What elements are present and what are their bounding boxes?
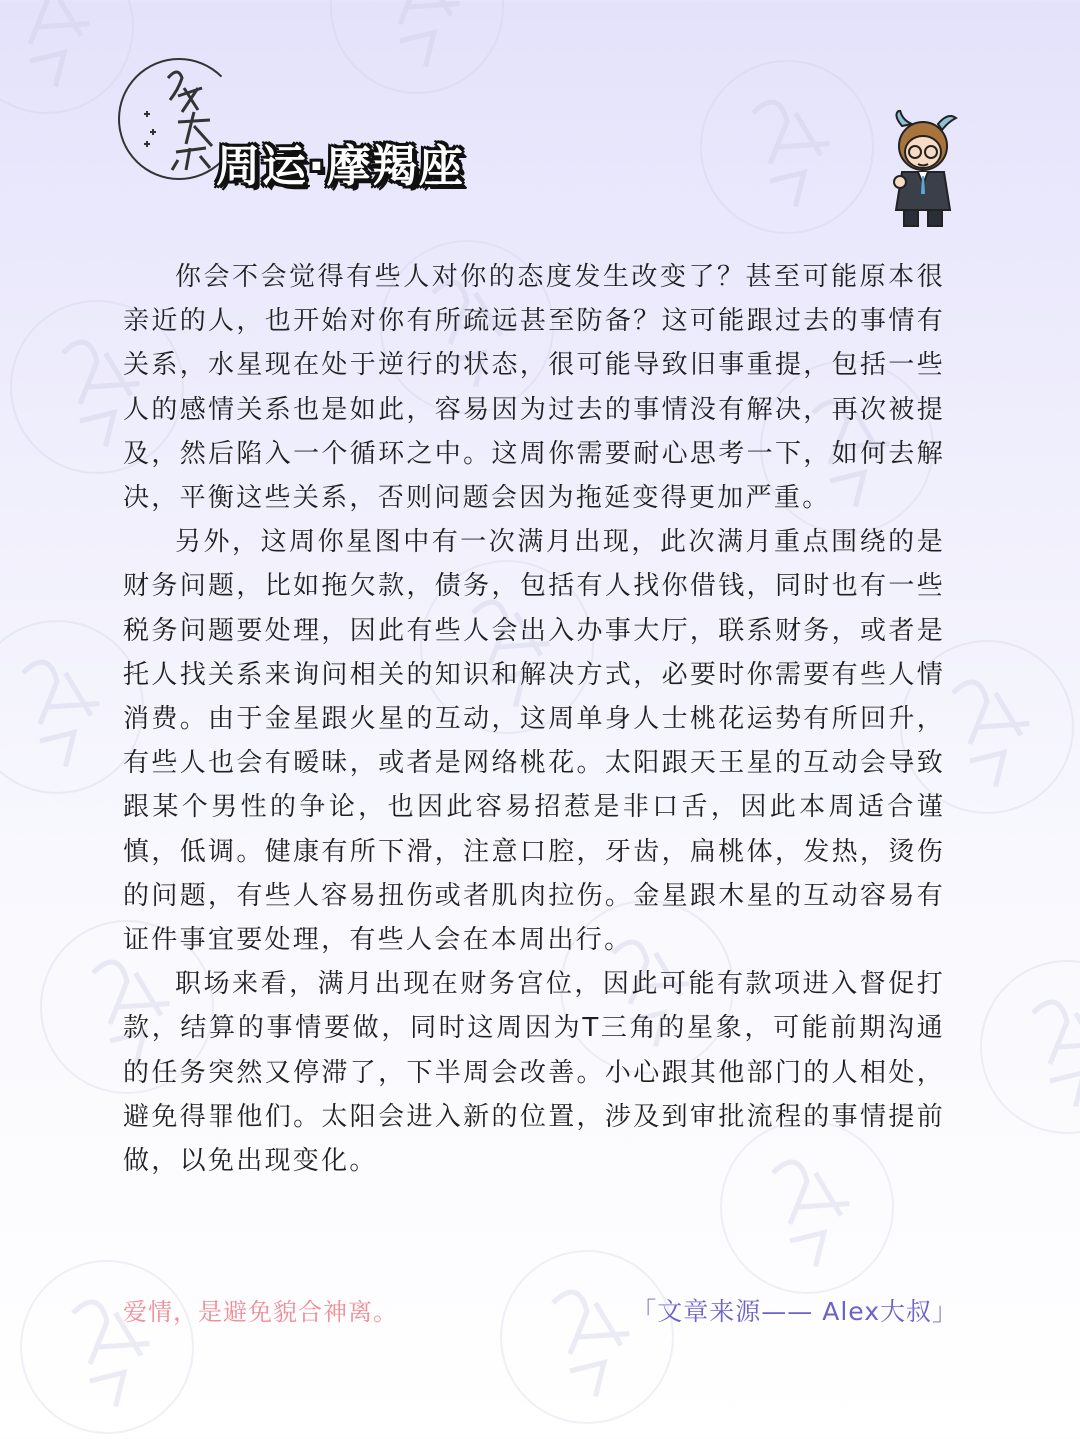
source-credit: 「文章来源—— Alex大叔」 (631, 1297, 958, 1326)
capricorn-mascot-icon (878, 110, 968, 230)
page-title: 周运·摩羯座 (216, 141, 465, 192)
signature-watermark-icon (20, 1260, 194, 1434)
article-body (123, 255, 945, 1183)
signature-watermark-icon (500, 1250, 674, 1424)
signature-watermark-icon (0, 0, 134, 114)
article-paragraph: 另外，这周你星图中有一次满月出现，此次满月重点围绕的是财务问题，比如拖欠款，债务，包括有人找你借钱，同时也有一些税务问题要处理，因此有些人会出入办事大厅，联系财务，或者是托人找关系来询问相关的知识和解决方式，必要时你需要有些人情消费。由于金星跟火星的互动，这周单身人士桃花运势有所回升，有些人也会有暧昧，或者是网络桃花。太阳跟天王星的互动会导致跟某个男性的争论，也因此容易招惹是非口舌，因此本周适合谨慎，低调。健康有所下滑，注意口腔，牙齿，扁桃体，发热，烫伤的问题，有些人容易扭伤或者肌肉拉伤。金星跟木星的互动容易有证件事宜要处理，有些人会在本周出行。 (123, 527, 945, 956)
article-paragraph: 你会不会觉得有些人对你的态度发生改变了？甚至可能原本很亲近的人，也开始对你有所疏远甚至防备？这可能跟过去的事情有关系，水星现在处于逆行的状态，很可能导致旧事重提，包括一些人的感情关系也是如此，容易因为过去的事情没有解决，再次被提及，然后陷入一个循环之中。这周你需要耐心思考一下，如何去解决，平衡这些关系，否则问题会因为拖延变得更加严重。 (123, 262, 945, 514)
page-header (118, 58, 958, 238)
tagline: 爱情，是避免貌合神离。 (123, 1298, 398, 1326)
article-paragraph: 职场来看，满月出现在财务宫位，因此可能有款项进入督促打款，结算的事情要做，同时这周因为T三角的星象，可能前期沟通的任务突然又停滞了，下半周会改善。小心跟其他部门的人相处，避免得罪他们。太阳会进入新的位置，涉及到审批流程的事情提前做，以免出现变化。 (123, 969, 945, 1177)
signature-watermark-icon (980, 960, 1080, 1134)
